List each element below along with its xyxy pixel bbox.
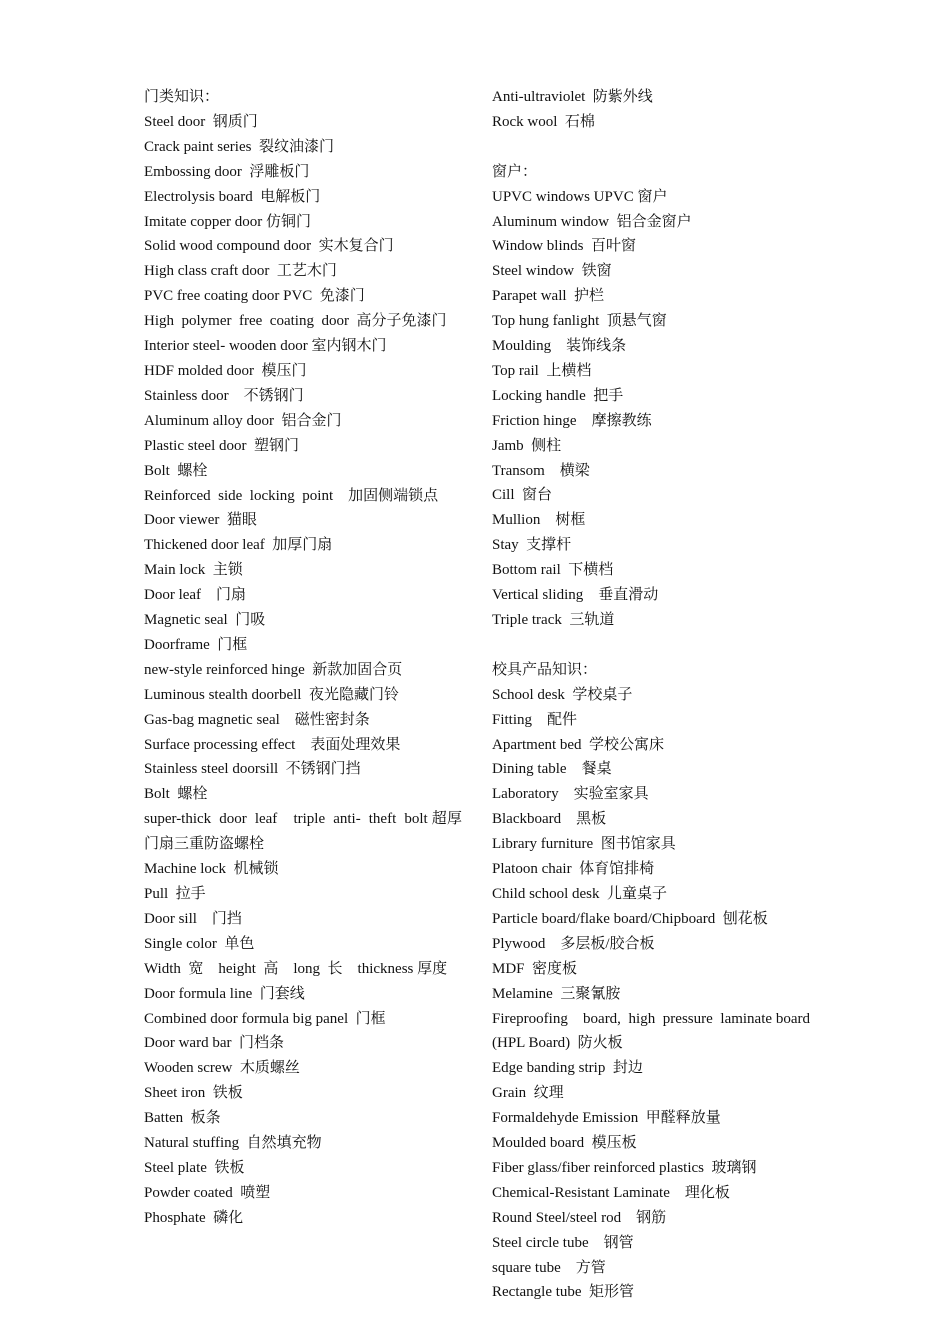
left-column-line: Embossing door 浮雕板门 [144, 163, 310, 180]
right-column-spacer [492, 135, 810, 160]
left-column-line: Single color 单色 [144, 935, 255, 952]
right-column-line: 校具产品知识： [492, 661, 598, 678]
right-column-line: Laboratory 实验室家具 [492, 786, 649, 803]
left-column-line: HDF molded door 模压门 [144, 362, 307, 379]
left-column-line: Magnetic seal 门吸 [144, 612, 266, 629]
right-column-line: Window blinds 百叶窗 [492, 238, 636, 255]
right-column-line: Top rail 上横档 [492, 362, 592, 379]
left-column-line: High class craft door 工艺木门 [144, 263, 337, 280]
left-column-line: Door formula line 门套线 [144, 985, 305, 1002]
left-column-line: Plastic steel door 塑钢门 [144, 437, 299, 454]
right-column-line: Cill 窗台 [492, 487, 553, 504]
right-column-line: Rock wool 石棉 [492, 113, 595, 130]
left-column-line: Bolt 螺栓 [144, 786, 208, 803]
right-column [492, 85, 814, 1305]
right-column-line: Edge banding strip 封边 [492, 1060, 643, 1077]
left-column-line: Door leaf 门扇 [144, 587, 247, 604]
left-column-line: Surface processing effect 表面处理效果 [144, 736, 401, 753]
right-column-line: Steel circle tube 钢管 [492, 1234, 634, 1251]
left-column-line: new-style reinforced hinge 新款加固合页 [144, 661, 403, 678]
right-column-line: Platoon chair 体育馆排椅 [492, 861, 655, 878]
right-column-line: Rectangle tube 矩形管 [492, 1284, 635, 1301]
right-column-line: Blackboard 黑板 [492, 811, 607, 828]
right-column-line: Aluminum window 铝合金窗户 [492, 213, 692, 230]
right-column-line: Bottom rail 下横档 [492, 562, 614, 579]
left-column-line: super-thick door leaf triple anti- theft bolt 超厚门扇三重防盗螺栓 [144, 811, 462, 853]
right-column-line: Dining table 餐桌 [492, 761, 612, 778]
right-column-line: Fiber glass/fiber reinforced plastics 玻璃钢 [492, 1159, 757, 1176]
right-column-line: Formaldehyde Emission 甲醛释放量 [492, 1110, 721, 1127]
right-column-line: Plywood 多层板/胶合板 [492, 935, 655, 952]
left-column-line: Width 宽 height 高 long 长 thickness 厚度 [144, 960, 448, 977]
right-column-line: Apartment bed 学校公寓床 [492, 736, 665, 753]
right-column-line: Anti-ultraviolet 防紫外线 [492, 89, 653, 105]
left-column-line: Steel plate 铁板 [144, 1159, 245, 1176]
left-column-line: Stainless steel doorsill 不锈钢门挡 [144, 761, 361, 778]
right-column-line: 窗户： [492, 163, 538, 180]
left-column-line: Solid wood compound door 实木复合门 [144, 238, 394, 255]
right-column-line: Steel window 铁窗 [492, 263, 612, 280]
right-column-line: square tube 方管 [492, 1259, 606, 1276]
left-column-line: Phosphate 磷化 [144, 1209, 244, 1226]
left-column-line: High polymer free coating door 高分子免漆门 [144, 313, 447, 330]
right-column-line: UPVC windows UPVC 窗户 [492, 188, 668, 205]
right-column-line: Melamine 三聚氰胺 [492, 985, 621, 1002]
left-column-line: Stainless door 不锈钢门 [144, 387, 304, 404]
left-column-line: Pull 拉手 [144, 886, 206, 902]
left-column-line: Interior steel- wooden door 室内钢木门 [144, 338, 387, 355]
right-column-line: Mullion 树框 [492, 512, 586, 529]
left-column-line: Wooden screw 木质螺丝 [144, 1060, 300, 1077]
right-column-line: Fireproofing board, high pressure laminate board (HPL Board) 防火板 [492, 1010, 814, 1052]
left-column-line: Crack paint series 裂纹油漆门 [144, 138, 334, 155]
left-column-line: Door sill 门挡 [144, 910, 242, 927]
left-column-line: Combined door formula big panel 门框 [144, 1010, 386, 1027]
right-column-line: Grain 纹理 [492, 1085, 564, 1102]
left-column-line: Luminous stealth doorbell 夜光隐藏门铃 [144, 686, 399, 703]
left-column [144, 85, 462, 1231]
right-column-line: Round Steel/steel rod 钢筋 [492, 1209, 667, 1226]
left-column-line: Door viewer 猫眼 [144, 512, 257, 529]
left-column-line: Reinforced side locking point 加固侧端锁点 [144, 487, 439, 504]
right-column-line: Triple track 三轨道 [492, 612, 615, 629]
right-column-line: Fitting 配件 [492, 711, 578, 728]
left-column-line: PVC free coating door PVC 免漆门 [144, 288, 365, 305]
left-column-line: Aluminum alloy door 铝合金门 [144, 412, 342, 429]
right-column-line: Moulded board 模压板 [492, 1135, 637, 1152]
right-column-line: Parapet wall 护栏 [492, 288, 605, 305]
left-column-line: Main lock 主锁 [144, 562, 243, 579]
left-column-line: Batten 板条 [144, 1110, 221, 1127]
right-column-line: Stay 支撑杆 [492, 537, 572, 554]
left-column-line: Electrolysis board 电解板门 [144, 188, 321, 205]
left-column-line: Doorframe 门框 [144, 636, 248, 653]
right-column-line: School desk 学校桌子 [492, 686, 633, 703]
right-column-line: Transom 横梁 [492, 462, 590, 479]
right-column-line: Particle board/flake board/Chipboard 刨花板 [492, 910, 768, 927]
left-column-line: Steel door 钢质门 [144, 113, 258, 130]
right-column-line: Top hung fanlight 顶悬气窗 [492, 313, 667, 330]
left-column-line: Bolt 螺栓 [144, 462, 208, 479]
left-column-line: Imitate copper door 仿铜门 [144, 213, 312, 230]
right-column-line: Library furniture 图书馆家具 [492, 836, 676, 853]
left-column-line: Door ward bar 门档条 [144, 1035, 284, 1052]
right-column-line: Friction hinge 摩擦教练 [492, 412, 652, 429]
left-column-line: Natural stuffing 自然填充物 [144, 1135, 322, 1152]
left-column-line: Gas-bag magnetic seal 磁性密封条 [144, 711, 370, 728]
left-column-line: Machine lock 机械锁 [144, 861, 279, 878]
left-column-line: Powder coated 喷塑 [144, 1184, 271, 1201]
right-column-line: Chemical-Resistant Laminate 理化板 [492, 1184, 730, 1201]
left-column-line: Sheet iron 铁板 [144, 1085, 243, 1102]
right-column-line: Jamb 侧柱 [492, 437, 562, 454]
right-column-line: Child school desk 儿童桌子 [492, 885, 667, 902]
left-column-line: Thickened door leaf 加厚门扇 [144, 537, 333, 554]
right-column-line: Moulding 装饰线条 [492, 338, 627, 355]
right-column-spacer [492, 633, 810, 658]
right-column-line: MDF 密度板 [492, 960, 578, 977]
left-column-line: 门类知识： [144, 89, 220, 105]
right-column-line: Vertical sliding 垂直滑动 [492, 587, 659, 604]
right-column-line: Locking handle 把手 [492, 387, 624, 404]
